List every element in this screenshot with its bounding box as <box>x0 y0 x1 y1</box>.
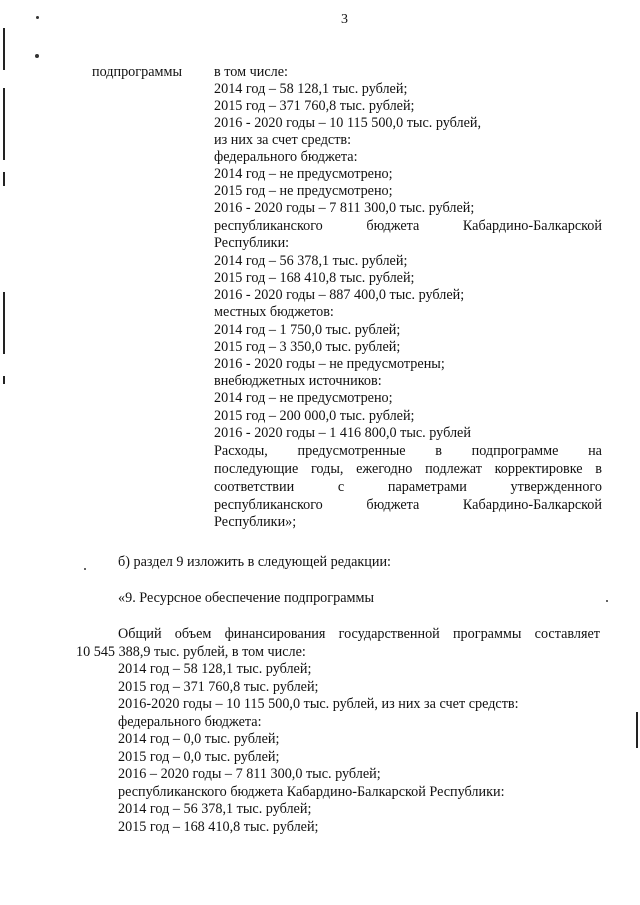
scan-dot <box>36 16 39 19</box>
word: государственной <box>338 626 440 642</box>
breakdown-line: 2014 год – 56 378,1 тыс. рублей; <box>118 801 312 817</box>
word: республиканского <box>214 497 323 513</box>
funding-line: в том числе: <box>214 64 288 80</box>
word: финансирования <box>224 626 326 642</box>
breakdown-line: 2014 год – 0,0 тыс. рублей; <box>118 731 280 747</box>
page-number: 3 <box>341 12 348 27</box>
word: бюджета <box>366 218 420 234</box>
scan-edge-mark <box>3 376 5 384</box>
funding-line: 2016 - 2020 годы – 1 416 800,0 тыс. рублей <box>214 425 471 441</box>
word: параметрами <box>387 479 467 495</box>
funding-line: Республики: <box>214 235 290 251</box>
scan-dot <box>35 54 39 58</box>
word: объем <box>174 626 212 642</box>
expenses-line: Республики»; <box>214 514 297 530</box>
breakdown-line: 2016 – 2020 годы – 7 811 300,0 тыс. рублей; <box>118 766 381 782</box>
word: Кабардино-Балкарской <box>462 497 602 513</box>
word: составляет <box>534 626 600 642</box>
section-b-instruction: б) раздел 9 изложить в следующей редакции: <box>118 554 391 570</box>
word: годы, <box>310 461 344 477</box>
word: ежегодно <box>356 461 413 477</box>
word: корректировке <box>494 461 583 477</box>
funding-line: 2015 год – 168 410,8 тыс. рублей; <box>214 270 415 286</box>
funding-line: 2014 год – не предусмотрено; <box>214 166 393 182</box>
total-funding-line <box>118 626 600 643</box>
word: с <box>337 479 345 495</box>
breakdown-line: республиканского бюджета Кабардино-Балкарской Республики: <box>118 784 505 800</box>
funding-line: 2015 год – 200 000,0 тыс. рублей; <box>214 408 415 424</box>
word: подлежат <box>425 461 482 477</box>
expenses-line <box>214 443 602 460</box>
funding-line: 2016 - 2020 годы – 887 400,0 тыс. рублей; <box>214 287 465 303</box>
word: в <box>595 461 602 477</box>
word: последующие <box>214 461 299 477</box>
funding-line: 2015 год – не предусмотрено; <box>214 183 393 199</box>
funding-line: 2014 год – 1 750,0 тыс. рублей; <box>214 322 401 338</box>
scan-edge-mark <box>3 88 5 160</box>
scan-edge-mark <box>3 292 5 354</box>
word: подпрограмме <box>471 443 559 459</box>
scan-dot <box>606 600 608 602</box>
breakdown-line: 2015 год – 371 760,8 тыс. рублей; <box>118 679 319 695</box>
funding-line: из них за счет средств: <box>214 132 352 148</box>
word: в <box>435 443 442 459</box>
funding-line: 2014 год – 56 378,1 тыс. рублей; <box>214 253 408 269</box>
word: Кабардино-Балкарской <box>462 218 602 234</box>
expenses-line <box>214 461 602 478</box>
scan-dot <box>84 568 86 570</box>
breakdown-line: федерального бюджета: <box>118 714 262 730</box>
program-label: подпрограммы <box>92 64 182 80</box>
word: соответствии <box>214 479 295 495</box>
funding-line: федерального бюджета: <box>214 149 358 165</box>
funding-line: местных бюджетов: <box>214 304 334 320</box>
word: предусмотренные <box>297 443 406 459</box>
funding-line: 2016 - 2020 годы – 10 115 500,0 тыс. рублей, <box>214 115 482 131</box>
funding-line-justified <box>214 218 602 235</box>
scan-edge-mark <box>3 172 5 186</box>
funding-line: внебюджетных источников: <box>214 373 382 389</box>
breakdown-line: 2015 год – 0,0 тыс. рублей; <box>118 749 280 765</box>
funding-line: 2014 год – не предусмотрено; <box>214 390 393 406</box>
expenses-line <box>214 479 602 496</box>
funding-line: 2016 - 2020 годы – не предусмотрены; <box>214 356 445 372</box>
word: программы <box>452 626 522 642</box>
scan-edge-mark <box>3 28 5 70</box>
breakdown-line: 2014 год – 58 128,1 тыс. рублей; <box>118 661 312 677</box>
total-funding-amount: 10 545 388,9 тыс. рублей, в том числе: <box>76 644 306 660</box>
word: на <box>588 443 602 459</box>
funding-line: 2016 - 2020 годы – 7 811 300,0 тыс. рублей; <box>214 200 475 216</box>
word: утвержденного <box>510 479 602 495</box>
breakdown-line: 2015 год – 168 410,8 тыс. рублей; <box>118 819 319 835</box>
funding-line: 2015 год – 371 760,8 тыс. рублей; <box>214 98 415 114</box>
word: бюджета <box>366 497 420 513</box>
word: республиканского <box>214 218 323 234</box>
funding-line: 2015 год – 3 350,0 тыс. рублей; <box>214 339 401 355</box>
section-9-title: «9. Ресурсное обеспечение подпрограммы <box>118 590 374 606</box>
expenses-line <box>214 497 602 514</box>
word: Расходы, <box>214 443 268 459</box>
breakdown-line: 2016-2020 годы – 10 115 500,0 тыс. рублей, из них за счет средств: <box>118 696 519 712</box>
word: Общий <box>118 626 162 642</box>
funding-line: 2014 год – 58 128,1 тыс. рублей; <box>214 81 408 97</box>
scan-edge-mark <box>636 712 638 748</box>
